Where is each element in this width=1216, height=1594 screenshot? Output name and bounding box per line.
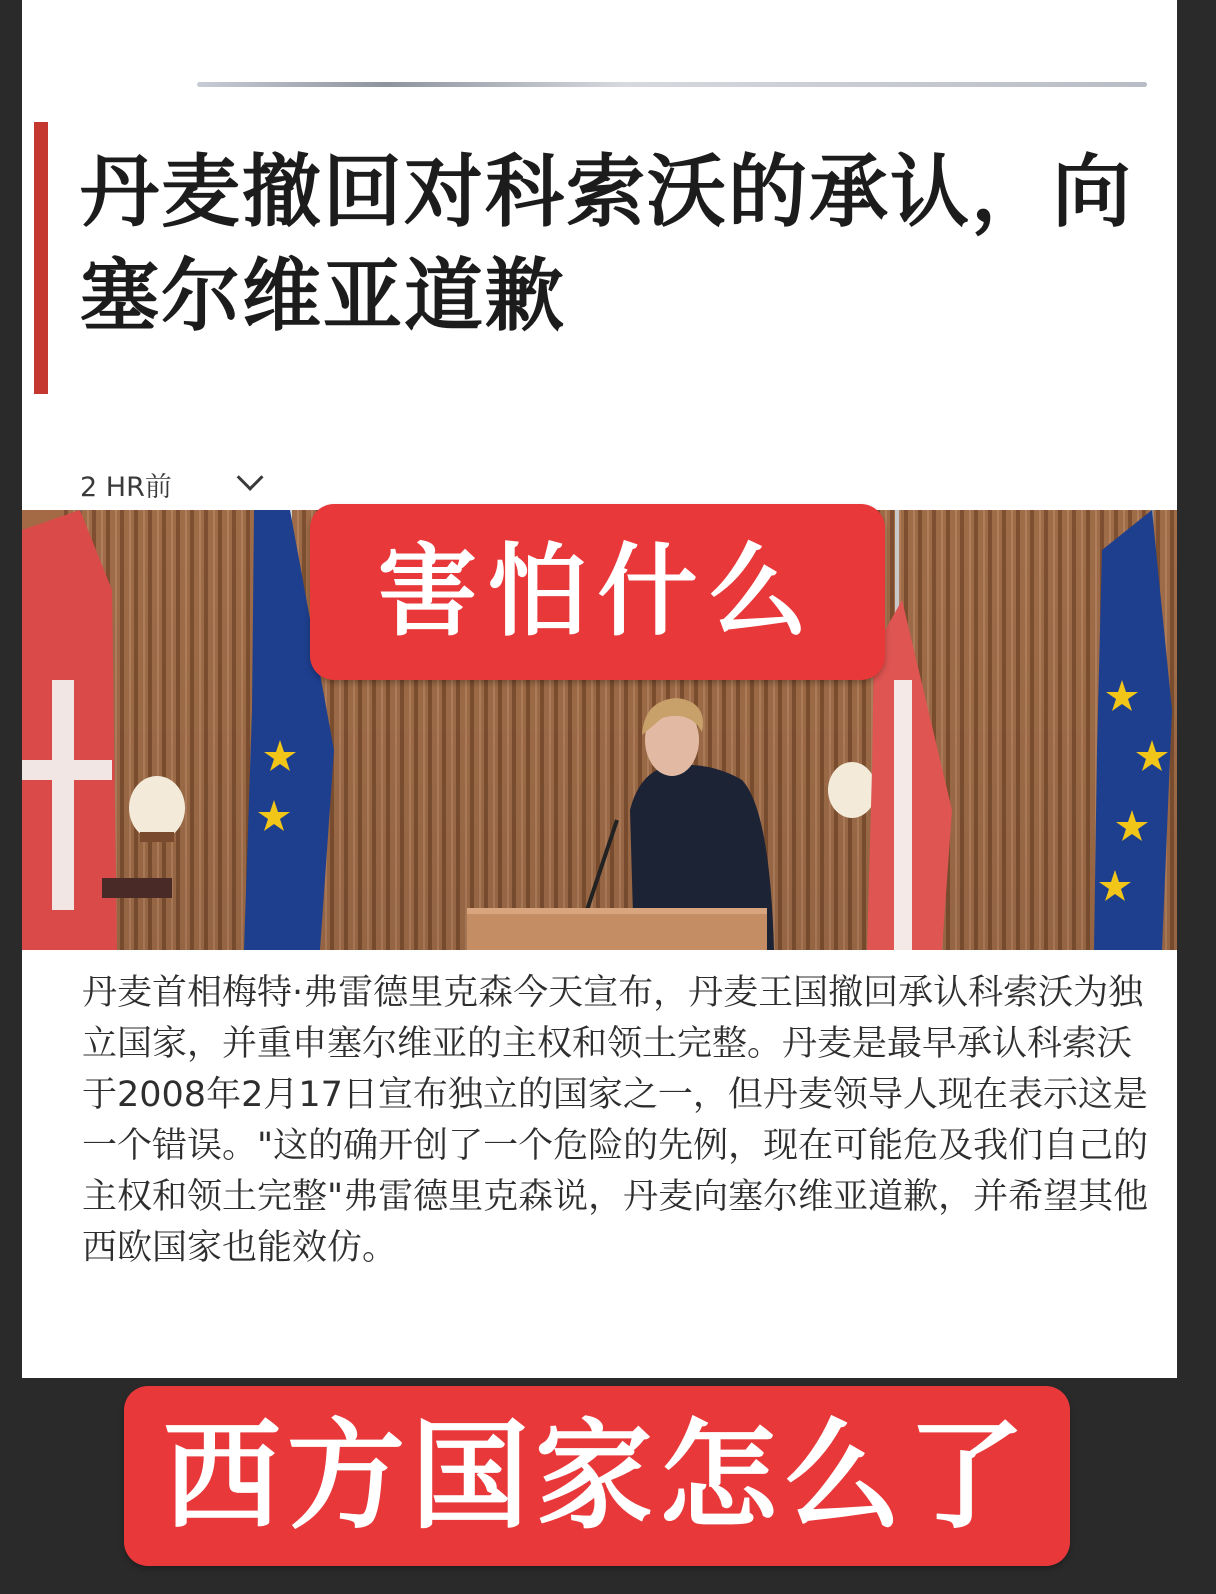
article-meta [80, 464, 261, 504]
top-divider [197, 82, 1147, 87]
headline-accent-bar [34, 122, 48, 394]
bottom-caption-sticker: 西方国家怎么了 [124, 1386, 1070, 1566]
chevron-down-icon[interactable] [236, 463, 263, 490]
article-headline: 丹麦撤回对科索沃的承认，向塞尔维亚道歉 [80, 146, 1133, 342]
article-timestamp: 2 HR前 [80, 471, 172, 503]
top-caption-sticker: 害怕什么 [310, 504, 885, 680]
article-card [22, 0, 1177, 1378]
article-body: 丹麦首相梅特·弗雷德里克森今天宣布，丹麦王国撤回承认科索沃为独立国家，并重申塞尔维亚的主权和领土完整。丹麦是最早承认科索沃于2008年2月17日宣布独立的国家之一，但丹麦领导人现在表示这是一个错误。"这的确开创了一个危险的先例，现在可能危及我们自己的主权和领土完整"弗雷德里克森说，丹麦向塞尔维亚道歉，并希望其他西欧国家也能效仿。 [82, 973, 1149, 1268]
